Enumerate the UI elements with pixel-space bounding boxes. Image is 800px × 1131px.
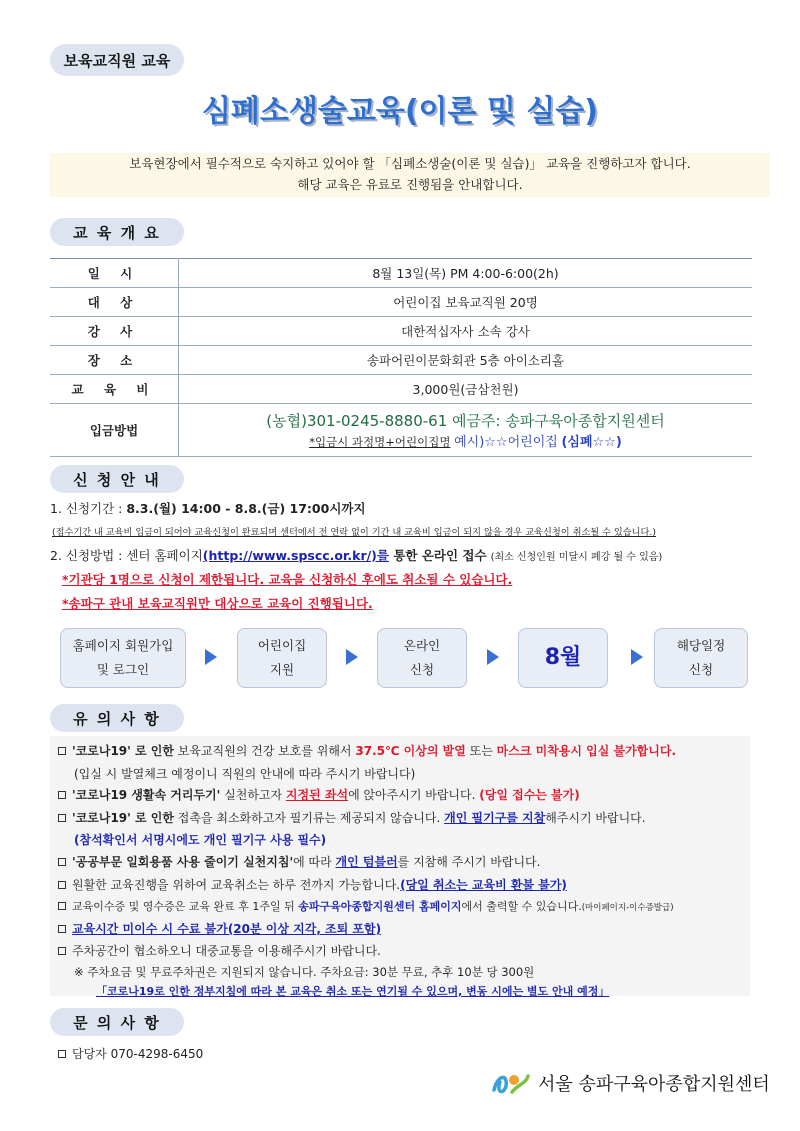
- note-text: '코로나19' 로 인한: [72, 744, 174, 758]
- org-logo: [490, 1068, 770, 1098]
- period-note: (접수기간 내 교육비 입금이 되어야 교육신청이 완료되며 센터에서 전 연락 없이 기간 내 교육비 입금이 되지 않을 경우 교육신청이 취소될 수 있습니다.): [52, 527, 656, 538]
- note-text: 지정된 좌석: [285, 788, 349, 802]
- note-item: [58, 920, 381, 937]
- note-text: 보육교직원의 건강 보호를 위해서: [173, 744, 356, 758]
- flow-step-line: 해당일정: [676, 638, 726, 653]
- intro-line-1: 보육현장에서 필수적으로 숙지하고 있어야 할 「심폐소생술(이론 및 실습)」 교육을 진행하고자 합니다.: [129, 156, 691, 171]
- bullet-square-icon: [58, 925, 66, 933]
- row-value: 3,000원(금삼천원): [179, 375, 753, 404]
- flow-step-line: 지원: [269, 662, 295, 677]
- row-label: 교 육 비: [50, 375, 179, 404]
- warning-2: *송파구 관내 보육교직원만 대상으로 교육이 진행됩니다.: [62, 596, 373, 611]
- note-text: '코로나19' 로 인한: [72, 811, 174, 825]
- intro-box: [50, 153, 770, 197]
- payment-example: 예시)☆☆어린이집: [454, 435, 558, 450]
- note-item: [58, 809, 646, 826]
- notes-heading: 유 의 사 항: [50, 704, 184, 732]
- overview-table: [50, 258, 752, 457]
- note-notice: 「코로나19로 인한 정부지침에 따라 본 교육은 취소 또는 연기될 수 있으며, 변동 시에는 별도 안내 예정」: [96, 985, 610, 998]
- method-suffix: 통한 온라인 접수: [388, 548, 487, 563]
- note-text: 또는: [465, 744, 497, 758]
- period-prefix: 1. 신청기간 :: [50, 501, 127, 516]
- table-row-payment: [50, 404, 752, 457]
- period-value: 8.3.(월) 14:00 - 8.8.(금) 17:00시까지: [126, 501, 366, 516]
- bullet-square-icon: [58, 747, 66, 755]
- row-value: 8월 13일(목) PM 4:00-6:00(2h): [179, 259, 753, 288]
- row-value: 송파어린이문화회관 5층 아이소리홀: [179, 346, 753, 375]
- note-text: 송파구육아종합지원센터 홈페이지: [298, 900, 462, 913]
- flow-step-line: 및 로그인: [96, 662, 150, 677]
- note-text: 원활한 교육진행을 위하여 교육취소는 하루 전까지 가능합니다.: [72, 878, 401, 892]
- contact-text: 담당자 070-4298-6450: [72, 1047, 204, 1061]
- flow-step-line: 온라인: [403, 638, 441, 653]
- method-url[interactable]: (http://www.spscc.or.kr/)를: [202, 548, 389, 563]
- note-item: [58, 942, 381, 959]
- method-small: (최소 신청인원 미달시 폐강 될 수 있음): [490, 552, 663, 563]
- row-label: 일 시: [50, 259, 179, 288]
- flow-step-2: [237, 628, 327, 688]
- contact-line: [58, 1045, 203, 1062]
- payment-note: *입금시 과정명+어린이집명: [309, 435, 451, 449]
- payment-example-bold: (심폐☆☆): [561, 435, 622, 450]
- row-label: 대 상: [50, 288, 179, 317]
- flow-step-1: [60, 628, 186, 688]
- note-text: 교육이수증 및 영수증은 교육 완료 후 1주일 뒤: [72, 900, 299, 913]
- contact-heading: 문 의 사 항: [50, 1008, 184, 1036]
- arrow-right-icon: [487, 649, 499, 665]
- payment-value: [179, 404, 753, 457]
- row-value: 어린이집 보육교직원 20명: [179, 288, 753, 317]
- note-text: 개인 텀블러: [335, 855, 398, 869]
- category-badge: 보육교직원 교육: [50, 44, 184, 76]
- table-row: [50, 346, 752, 375]
- note-text: (당일 취소는 교육비 환불 불가): [400, 878, 567, 892]
- row-label: 장 소: [50, 346, 179, 375]
- note-text: 해주시기 바랍니다.: [545, 811, 646, 825]
- apply-period: [50, 499, 366, 517]
- note-text: (마이페이지-이수증발급): [581, 903, 674, 913]
- bullet-square-icon: [58, 947, 66, 955]
- bullet-square-icon: [58, 858, 66, 866]
- flow-step-line: 홈페이지 회원가입: [72, 638, 174, 653]
- table-row: [50, 259, 752, 288]
- note-text: 주차공간이 협소하오니 대중교통을 이용해주시기 바랍니다.: [72, 944, 381, 958]
- table-row: [50, 317, 752, 346]
- arrow-right-icon: [205, 649, 217, 665]
- flow-step-5: [654, 628, 748, 688]
- note-text: 실천하고자: [220, 788, 286, 802]
- note-text: 37.5℃ 이상의 발열: [355, 744, 466, 758]
- flow-step-line: 어린이집: [257, 638, 307, 653]
- note-text: 에 앉아주시기 바랍니다.: [348, 788, 480, 802]
- payment-label: 입금방법: [50, 404, 179, 457]
- org-name: 서울 송파구육아종합지원센터: [538, 1074, 770, 1095]
- page-title: 심폐소생술교육(이론 및 실습): [201, 94, 599, 129]
- note-text: 마스크 미착용시 입실 불가합니다.: [496, 744, 677, 758]
- note-subline: ※ 주차요금 및 무료주차권은 지원되지 않습니다. 주차요금: 30분 무료, 추후 10분 당 300원: [74, 965, 535, 979]
- bullet-square-icon: [58, 1050, 66, 1058]
- overview-heading: 교 육 개 요: [50, 218, 184, 246]
- table-row: [50, 288, 752, 317]
- bullet-square-icon: [58, 814, 66, 822]
- note-text: '코로나19 생활속 거리두기': [72, 788, 221, 802]
- note-text: 교육시간 미이수 시 수료 불가(20분 이상 지각, 조퇴 포함): [72, 922, 382, 936]
- note-item: [58, 742, 676, 759]
- note-text: 에 따라: [293, 855, 336, 869]
- flow-step-line: 8월: [544, 645, 582, 670]
- intro-line-2: 해당 교육은 유료로 진행됨을 안내합니다.: [297, 177, 523, 192]
- note-subline: (참석확인서 서명시에도 개인 필기구 사용 필수): [74, 833, 327, 847]
- note-item: [58, 876, 567, 893]
- note-text: 를 지참해 주시기 바랍니다.: [397, 855, 541, 869]
- apply-heading: 신 청 안 내: [50, 465, 184, 493]
- table-row: [50, 375, 752, 404]
- note-text: (당일 접수는 불가): [479, 788, 580, 802]
- note-subline: (입실 시 발열체크 예정이니 직원의 안내에 따라 주시기 바랍니다): [74, 767, 416, 781]
- note-text: 접촉을 최소화하고자 필기류는 제공되지 않습니다.: [173, 811, 445, 825]
- bullet-square-icon: [58, 881, 66, 889]
- apply-method: [50, 546, 662, 564]
- note-text: 개인 필기구를 지참: [444, 811, 546, 825]
- note-text: '공공부문 일회용품 사용 줄이기 실천지침': [72, 855, 294, 869]
- flow-step-4: [518, 628, 608, 688]
- flow-step-line: 신청: [409, 662, 435, 677]
- note-text: 에서 출력할 수 있습니다.: [461, 900, 582, 913]
- flow-step-line: 신청: [688, 662, 714, 677]
- arrow-right-icon: [346, 649, 358, 665]
- bullet-square-icon: [58, 791, 66, 799]
- row-value: 대한적십자사 소속 강사: [179, 317, 753, 346]
- flow-step-3: [377, 628, 467, 688]
- payment-note-line: [179, 431, 752, 450]
- note-item: [58, 786, 580, 803]
- note-item: [58, 898, 674, 914]
- org-logo-icon: [490, 1068, 532, 1098]
- bullet-square-icon: [58, 902, 66, 910]
- method-prefix: 2. 신청방법 : 센터 홈페이지: [50, 548, 203, 563]
- payment-account: (농협)301-0245-8880-61 예금주: 송파구육아종합지원센터: [266, 412, 665, 430]
- warning-1: *기관당 1명으로 신청이 제한됩니다. 교육을 신청하신 후에도 취소될 수 있습니다.: [62, 572, 513, 587]
- row-label: 강 사: [50, 317, 179, 346]
- arrow-right-icon: [631, 649, 643, 665]
- note-item: [58, 853, 540, 870]
